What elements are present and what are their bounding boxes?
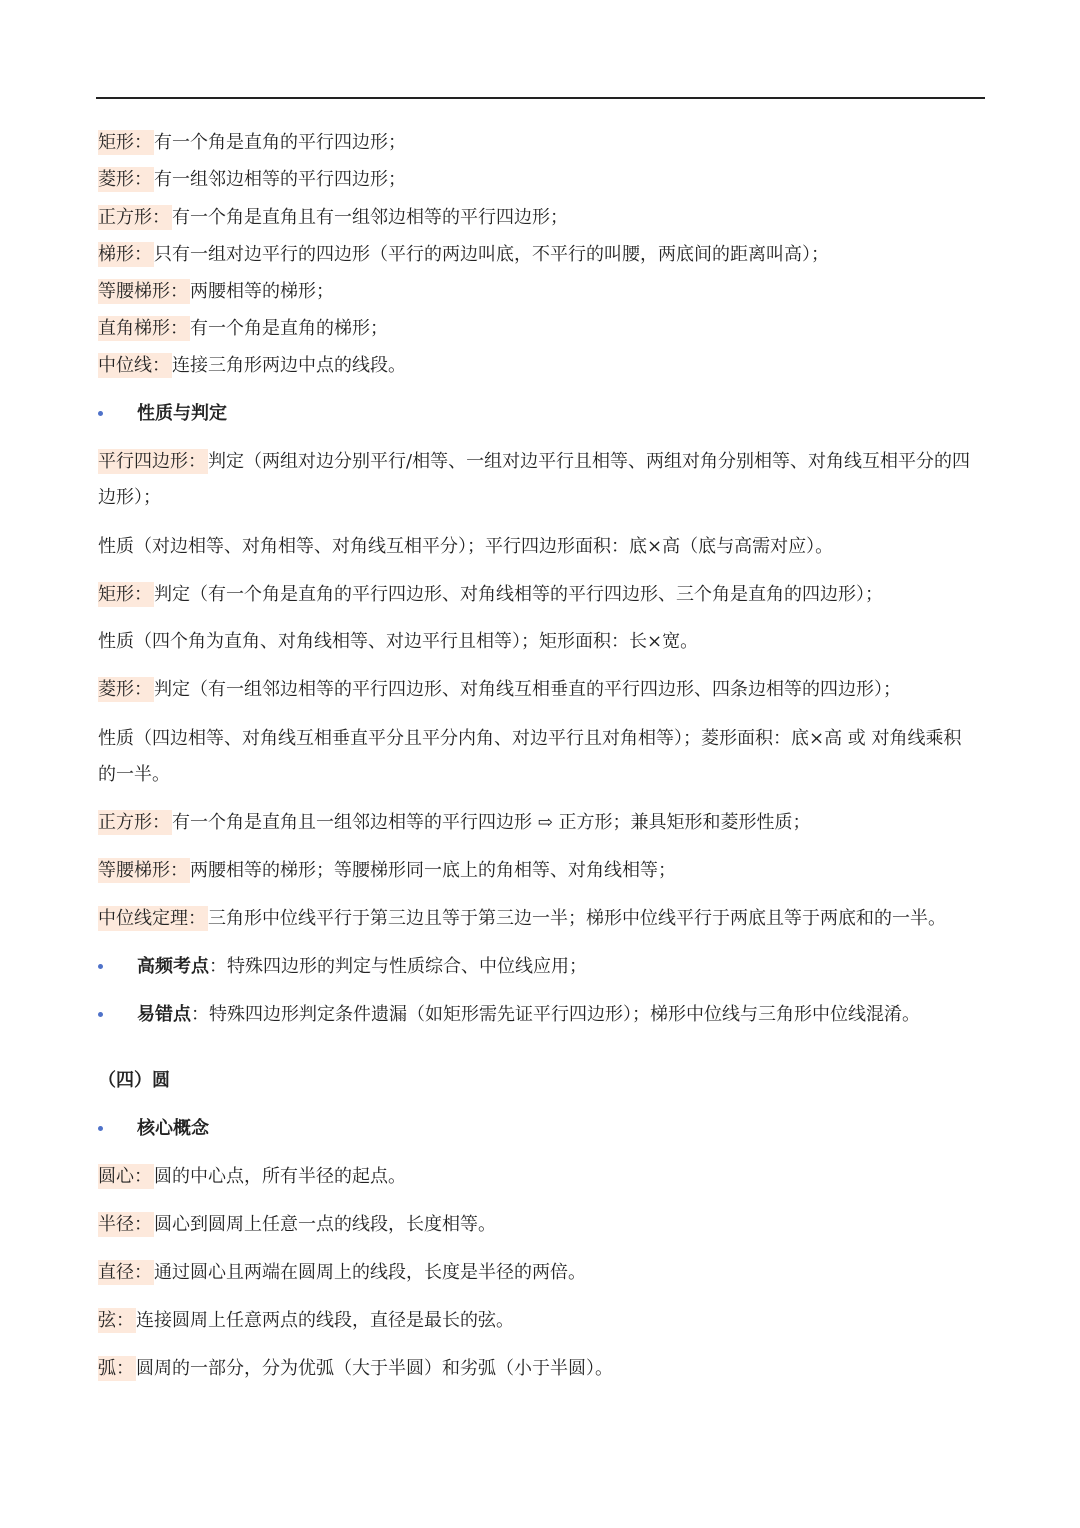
section-title-circle: （四）圆 xyxy=(98,1070,170,1091)
prop-parallelogram-nature: 性质（对边相等、对角相等、对角线互相平分）；平行四边形面积：底×高（底与高需对应）。 xyxy=(98,536,834,557)
prop-rhombus-judge: 菱形： 判定（有一组邻边相等的平行四边形、对角线互相垂直的平行四边形、四条边相等的四边形）； xyxy=(98,679,901,700)
term-highlight: 中位线： xyxy=(98,355,170,376)
def-square: 正方形： 有一个角是直角且有一组邻边相等的平行四边形； xyxy=(98,207,568,228)
prop-square: 正方形： 有一个角是直角且一组邻边相等的平行四边形 ⇨ 正方形；兼具矩形和菱形性质； xyxy=(98,812,811,833)
term-highlight: 梯形： xyxy=(98,244,152,265)
term-highlight: 正方形： xyxy=(98,812,170,833)
header-rule xyxy=(96,97,985,99)
term-highlight: 菱形： xyxy=(98,679,152,700)
def-trapezoid: 梯形： 只有一组对边平行的四边形（平行的两边叫底，不平行的叫腰，两底间的距离叫高）； xyxy=(98,244,829,265)
term-highlight: 半径： xyxy=(98,1214,152,1235)
prop-rhombus-nature: 性质（四边相等、对角线互相垂直平分且平分内角、对边平行且对角相等）；菱形面积：底×高 或 对角线乘积的一半。 xyxy=(98,728,962,785)
common-mistakes: 易错点：特殊四边形判定条件遗漏（如矩形需先证平行四边形）；梯形中位线与三角形中位线混淆。 xyxy=(98,1000,920,1030)
term-highlight: 矩形： xyxy=(98,132,152,153)
prop-parallelogram-judge: 平行四边形： 判定（两组对边分别平行/相等、一组对边平行且相等、两组对角分别相等、对角线互相平分的四边形）； xyxy=(98,451,971,508)
bullet-icon xyxy=(98,1012,103,1017)
term-highlight: 菱形： xyxy=(98,169,152,190)
def-isosceles-trapezoid: 等腰梯形： 两腰相等的梯形； xyxy=(98,281,334,302)
term-highlight: 弧： xyxy=(98,1358,134,1379)
term-highlight: 等腰梯形： xyxy=(98,281,188,302)
term-highlight: 等腰梯形： xyxy=(98,860,188,881)
term-highlight: 直径： xyxy=(98,1262,152,1283)
prop-rectangle-judge: 矩形： 判定（有一个角是直角的平行四边形、对角线相等的平行四边形、三个角是直角的四边形）； xyxy=(98,584,883,605)
prop-midline-theorem: 中位线定理： 三角形中位线平行于第三边且等于第三边一半；梯形中位线平行于两底且等于两底和的一半。 xyxy=(98,908,946,929)
term-highlight: 弦： xyxy=(98,1310,134,1331)
bullet-icon xyxy=(98,1126,103,1131)
def-right-trapezoid: 直角梯形： 有一个角是直角的梯形； xyxy=(98,318,388,339)
core-concepts-heading: 核心概念 xyxy=(98,1114,209,1144)
term-highlight: 矩形： xyxy=(98,584,152,605)
circle-diameter: 直径： 通过圆心且两端在圆周上的线段，长度是半径的两倍。 xyxy=(98,1262,586,1283)
term-highlight: 直角梯形： xyxy=(98,318,188,339)
term-highlight: 圆心： xyxy=(98,1166,152,1187)
def-rhombus: 菱形： 有一组邻边相等的平行四边形； xyxy=(98,169,406,190)
def-midline: 中位线： 连接三角形两边中点的线段。 xyxy=(98,355,406,376)
circle-arc: 弧： 圆周的一部分，分为优弧（大于半圆）和劣弧（小于半圆）。 xyxy=(98,1358,613,1379)
circle-chord: 弦： 连接圆周上任意两点的线段，直径是最长的弦。 xyxy=(98,1310,514,1331)
prop-isosceles-trapezoid: 等腰梯形： 两腰相等的梯形；等腰梯形同一底上的角相等、对角线相等； xyxy=(98,860,676,881)
bullet-icon xyxy=(98,964,103,969)
circle-center: 圆心： 圆的中心点，所有半径的起点。 xyxy=(98,1166,406,1187)
def-rectangle: 矩形： 有一个角是直角的平行四边形； xyxy=(98,132,406,153)
frequent-points: 高频考点：特殊四边形的判定与性质综合、中位线应用； xyxy=(98,952,587,982)
term-highlight: 正方形： xyxy=(98,207,170,228)
bullet-icon xyxy=(98,411,103,416)
circle-radius: 半径： 圆心到圆周上任意一点的线段，长度相等。 xyxy=(98,1214,496,1235)
properties-heading: 性质与判定 xyxy=(98,399,227,429)
prop-rectangle-nature: 性质（四个角为直角、对角线相等、对边平行且相等）；矩形面积：长×宽。 xyxy=(98,631,699,652)
term-highlight: 中位线定理： xyxy=(98,908,206,929)
term-highlight: 平行四边形： xyxy=(98,451,206,472)
